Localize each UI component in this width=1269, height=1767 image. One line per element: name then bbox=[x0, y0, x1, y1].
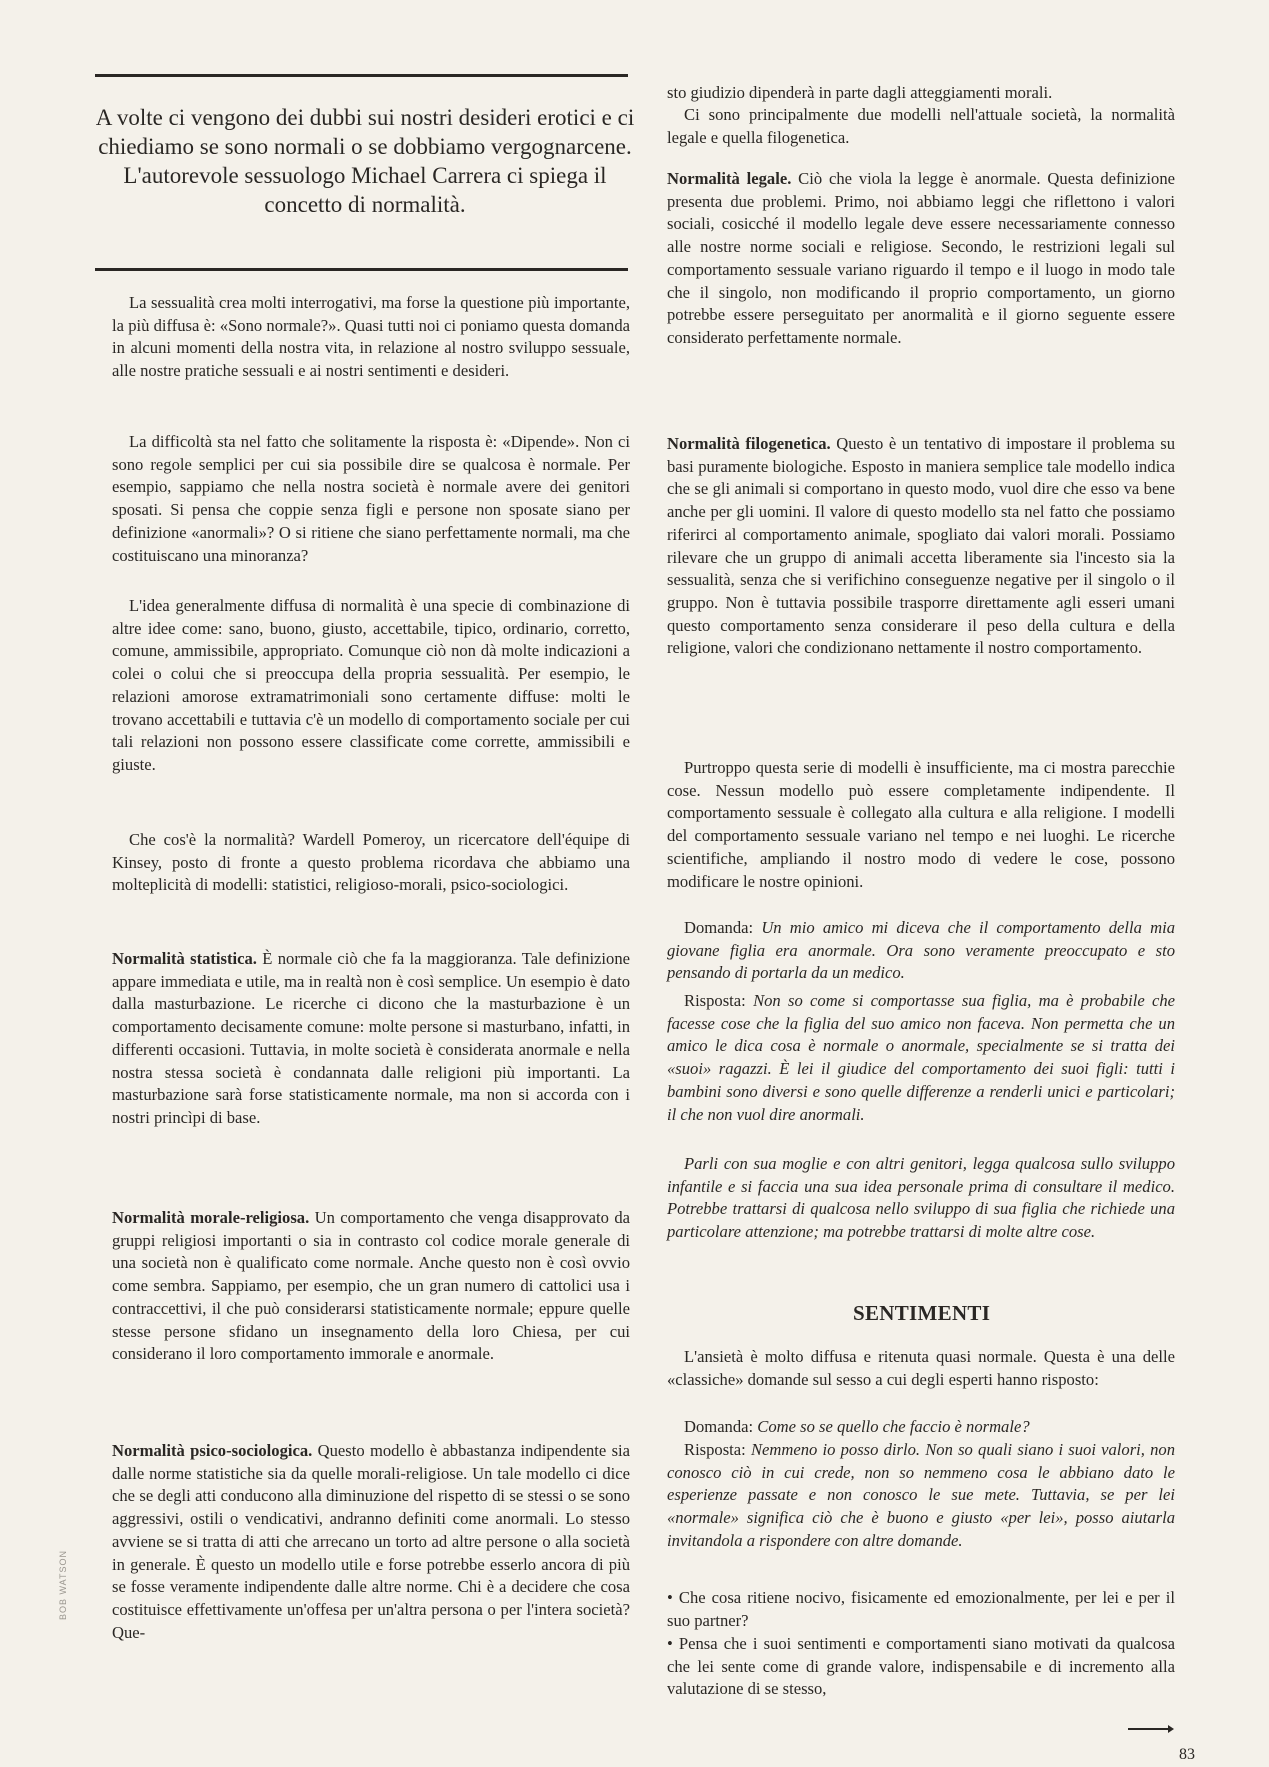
left-paragraph-2: La difficoltà sta nel fatto che solitamente la risposta è: «Dipende». Non ci sono regole semplici per cui sia possibile dire se qualcosa è normale. Per esempio, sappiamo che nella nostra società è normale avere dei genitori sposati. Si pensa che coppie senza figli e persone non sposate siano per definizione «anormali»? O si ritiene che siano perfettamente normali, ma che costituiscano una minoranza? bbox=[112, 432, 630, 565]
question-1 bbox=[667, 917, 1175, 985]
answer-2 bbox=[667, 1439, 1175, 1553]
page-number: 83 bbox=[1179, 1746, 1195, 1763]
right-paragraph-2: Ci sono principalmente due modelli nell'attuale società, la normalità legale e quella filogenetica. bbox=[667, 105, 1175, 147]
answer-2-text: Nemmeno io posso dirlo. Non so quali siano i suoi valori, non conosco ciò in cui crede, non so nemmeno cosa le abbiano dato le esperienze passate e non conosco le sue mete. Tuttavia, se per lei «normale» significa ciò che è buono e giusto «per lei», posso aiutarla invitandola a rispondere con altre domande. bbox=[667, 1440, 1176, 1550]
question-1-label: Domanda: bbox=[684, 918, 762, 937]
text-filogenetica: Questo è un tentativo di impostare il problema su basi puramente biologiche. Esposto in maniera semplice tale modello indica che se gli animali si comportano in questo modo, vuol dire che esso va bene anche per gli uomini. Il valore di questo modello sta nel fatto che possiamo riferirci al comportamento animale, spogliato dai valori morali. Possiamo rilevare che un gruppo di animali accetta liberamente sia l'incesto sia la sessualità, senza che si verifichino conseguenze negative per il singolo o il gruppo. Non è tuttavia possibile trasporre direttamente agli esseri umani questo comportamento senza considerare il peso della cultura e della religione, valori che condizionano nettamente il nostro comportamento. bbox=[667, 434, 1175, 658]
text-legale: Ciò che viola la legge è anormale. Questa definizione presenta due problemi. Primo, noi abbiamo leggi che riflettono i valori sociali, cosicché il modello legale deve essere necessariamente connesso alle nostre norme sociali e religiose. Secondo, le restrizioni legali sul comportamento sessuale variano riguardo il tempo e il luogo in modo tale che il singolo, non modificando il proprio comportamento, un giorno potrebbe essere perseguitato per anormalità e il giorno seguente essere considerato perfettamente normale. bbox=[667, 169, 1175, 347]
text-morale-religiosa: Un comportamento che venga disapprovato da gruppi religiosi importanti o sia in contrasto col codice morale generale di una società non è qualificato come normale. Anche questo non è così ovvio come sembra. Sappiamo, per esempio, che un gran numero di cattolici usa i contraccettivi, il che può considerarsi statisticamente normale; eppure quelle stesse persone sfidano un insegnamento della loro Chiesa, per cui considerano il loro comportamento immorale e anormale. bbox=[112, 1208, 630, 1364]
photo-credit: BOB WATSON bbox=[58, 1549, 68, 1620]
section-filogenetica bbox=[667, 433, 1175, 660]
answer-1-text: Non so come si comportasse sua figlia, ma è probabile che facesse cose che la figlia del suo amico non faceva. Non permetta che un amico le dica cosa è normale o anormale, specialmente se si tratta dei «suoi» ragazzi. È lei il giudice del comportamento dei suoi figli: tutti i bambini sono diversi e sono quelle differenze a renderli unici e particolari; il che non vuol dire anormali. bbox=[667, 991, 1176, 1124]
section-morale-religiosa bbox=[112, 1207, 630, 1366]
right-paragraph-5: Purtroppo questa serie di modelli è insufficiente, ma ci mostra parecchie cose. Nessun modello può essere completamente indipendente. Il comportamento sessuale è collegato alla cultura e alla religione. I modelli del comportamento sessuale variano nel tempo e nei luoghi. Le ricerche scientifiche, ampliando il nostro modo di vedere le cose, possono modificare le nostre opinioni. bbox=[667, 758, 1175, 891]
top-rule bbox=[95, 74, 628, 77]
heading-psico-sociologica: Normalità psico-sociologica. bbox=[112, 1441, 313, 1460]
bullet-1: • Che cosa ritiene nocivo, fisicamente ed emozionalmente, per lei e per il suo partner? bbox=[667, 1588, 1175, 1630]
question-2-label: Domanda: bbox=[684, 1417, 758, 1436]
heading-filogenetica: Normalità filogenetica. bbox=[667, 434, 831, 453]
left-paragraph-1: La sessualità crea molti interrogativi, ma forse la questione più importante, la più diffusa è: «Sono normale?». Quasi tutti noi ci poniamo questa domanda in alcuni momenti della nostra vita, in relazione al nostro sviluppo sessuale, alle nostre pratiche sessuali e ai nostri sentimenti e desideri. bbox=[112, 293, 630, 381]
answer-2-label: Risposta: bbox=[684, 1440, 751, 1459]
heading-legale: Normalità legale. bbox=[667, 169, 792, 188]
heading-statistica: Normalità statistica. bbox=[112, 949, 257, 968]
right-paragraph-1: sto giudizio dipenderà in parte dagli atteggiamenti morali. bbox=[667, 83, 1053, 102]
question-2-text: Come so se quello che faccio è normale? bbox=[757, 1417, 1030, 1436]
text-psico-sociologica: Questo modello è abbastanza indipendente sia dalle norme statistiche sia da quelle morali-religiose. Un tale modello ci dice che se degli atti conducono alla diminuzione del rispetto di se stessi o se sono aggressivi, ostili o vendicativi, andranno definiti come anormali. Lo stesso avviene se si tratta di atti che arrecano un torto ad altre persone o alla società in generale. È questo un modello utile e forse potrebbe esserlo ancora di più se fosse veramente indipendente dalle altre norme. Chi è a decidere che cosa costituisce effettivamente un'offesa per un'altra persona o per l'intera società? Que- bbox=[112, 1441, 631, 1642]
answer-1-label: Risposta: bbox=[684, 991, 754, 1010]
section-legale bbox=[667, 168, 1175, 350]
right-paragraph-6: L'ansietà è molto diffusa e ritenuta quasi normale. Questa è una delle «classiche» domande sul sesso a cui degli esperti hanno risposto: bbox=[667, 1347, 1175, 1389]
answer-1-continued: Parli con sua moglie e con altri genitori, legga qualcosa sullo sviluppo infantile e si faccia una sua idea personale prima di consultare il medico. Potrebbe trattarsi di qualcosa nello sviluppo di sua figlia che richiede una particolare attenzione; ma potrebbe trattarsi di molte altre cose. bbox=[667, 1154, 1175, 1242]
answer-1 bbox=[667, 990, 1175, 1126]
question-1-text: Un mio amico mi diceva che il comportamento della mia giovane figlia era anormale. Ora sono veramente preoccupato e sto pensando di portarla da un medico. bbox=[667, 918, 1175, 983]
bullet-2: • Pensa che i suoi sentimenti e comportamenti siano motivati da qualcosa che lei sente come di grande valore, indispensabile e di incremento alla valutazione di se stesso, bbox=[667, 1634, 1175, 1699]
section-psico-sociologica bbox=[112, 1440, 630, 1644]
continue-arrow-icon bbox=[1128, 1723, 1174, 1735]
intro-bottom-rule bbox=[95, 268, 628, 271]
text-statistica: È normale ciò che fa la maggioranza. Tale definizione appare immediata e utile, ma in realtà non è così semplice. Un esempio è dato dalla masturbazione. Le ricerche ci dicono che la masturbazione è un comportamento decisamente comune: molte persone si masturbano, infatti, in differenti occasioni. Tuttavia, in molte società è considerata anormale e nella nostra stessa società è condannata dalle religioni più importanti. La masturbazione sarà forse statisticamente normale, ma non si accorda con i nostri princìpi di base. bbox=[112, 949, 630, 1127]
heading-morale-religiosa: Normalità morale-religiosa. bbox=[112, 1208, 310, 1227]
section-heading-sentimenti: SENTIMENTI bbox=[853, 1301, 991, 1325]
question-2 bbox=[667, 1416, 1175, 1439]
left-paragraph-4: Che cos'è la normalità? Wardell Pomeroy, un ricercatore dell'équipe di Kinsey, posto di fronte a questo problema ricordava che abbiamo una molteplicità di modelli: statistici, religioso-morali, psico-sociologici. bbox=[112, 830, 630, 895]
left-paragraph-3: L'idea generalmente diffusa di normalità è una specie di combinazione di altre idee come: sano, buono, giusto, accettabile, tipico, ordinario, corretto, comune, ammissibile, appropriato. Comunque ciò non dà molte indicazioni a colei o colui che si preoccupa della propria sessualità. Per esempio, le relazioni amorose extramatrimoniali sono certamente diffuse: molti le trovano accettabili e tuttavia c'è un modello di comportamento sociale per cui tali relazioni non possono essere classificate come corrette, ammissibili e giuste. bbox=[112, 596, 630, 774]
intro-text: A volte ci vengono dei dubbi sui nostri desideri erotici e ci chiediamo se sono normali o se dobbiamo vergognarcene. L'autorevole sessuologo Michael Carrera ci spiega il concetto di normalità. bbox=[95, 105, 635, 217]
section-statistica bbox=[112, 948, 630, 1130]
